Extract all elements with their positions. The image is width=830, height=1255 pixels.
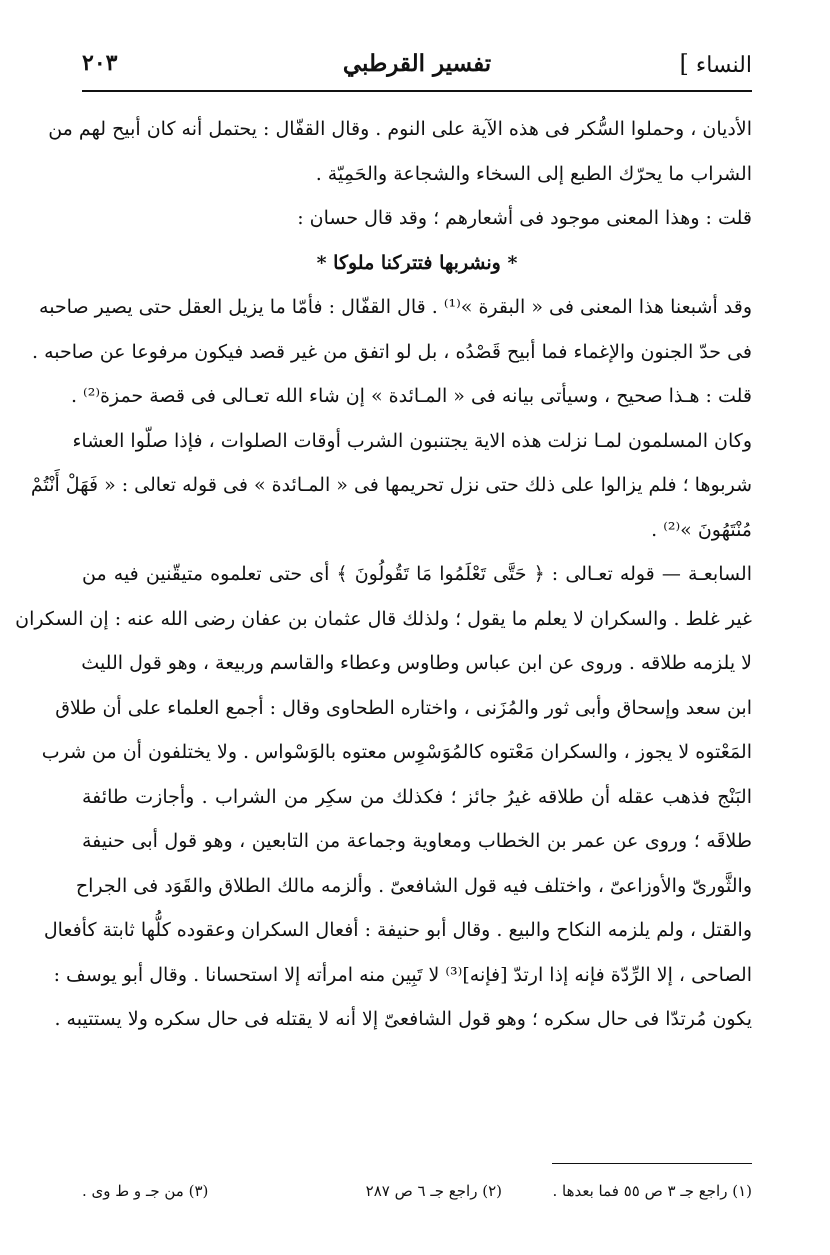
text-line: شربوها ؛ فلم يزالوا على ذلك حتى نزل تحريمها فى « المـائدة » فى قوله تعالى : « فَهَلْ أَنْتُمْ — [30, 474, 752, 496]
text-line: المَعْتوه لا يجوز ، والسكران مَعْتوه كالمُوَسْوِس معتوه بالوَسْواس . ولا يختلفون أن من شرب — [41, 741, 752, 763]
text-line: قلت : هـذا صحيح ، وسيأتى بيانه فى « المـائدة » إن شاء الله تعـالى فى قصة حمزة⁽²⁾ . — [70, 385, 752, 407]
section-title: النساء — [695, 53, 752, 78]
book-title: تفسير القرطبي — [342, 50, 492, 77]
text-line: الشراب ما يحرّك الطبع إلى السخاء والشجاعة والحَمِيّة . — [315, 162, 752, 185]
text-line: والقتل ، ولم يلزمه النكاح والبيع . وقال أبو حنيفة : أفعال السكران وعقوده كلُّها ثابتة كأفعال — [43, 919, 752, 941]
footnote-divider — [552, 1163, 752, 1164]
page-number: ٢٠٣ — [82, 50, 118, 76]
text-line: مُنْتَهُونَ »⁽²⁾ . — [651, 518, 752, 541]
main-text — [15, 112, 752, 1142]
text-line: الصاحى ، إلا الرِّدّة فإنه إذا ارتدّ [فإنه]⁽³⁾ لا تَبِين منه امرأته إلا استحسانا . وقال أبو يوسف : — [53, 963, 752, 986]
footnote-2: (٢) راجع جـ ٦ ص ٢٨٧ — [365, 1182, 502, 1200]
text-line: طلاقَه ؛ وروى عن عمر بن الخطاب ومعاوية وجماعة من التابعين ، وهو قول أبى حنيفة — [82, 830, 752, 852]
text-line: والثَّورىّ والأوزاعىّ ، واختلف فيه قول الشافعىّ . وألزمه مالك الطلاق والقَوَد فى الجراح — [75, 874, 752, 897]
text-line: الأديان ، وحملوا السُّكر فى هذه الآية على النوم . وقال القفّال : يحتمل أنه كان أبيح لهم من — [48, 118, 752, 140]
footnote-3: (٣) من جـ و ط وى . — [82, 1182, 209, 1200]
section-bracket: ] — [679, 50, 689, 78]
text-line: وقد أشبعنا هذا المعنى فى « البقرة »⁽¹⁾ . قال القفّال : فأمّا ما يزيل العقل حتى يصير صاحبه — [39, 296, 752, 318]
page-header — [82, 40, 752, 92]
text-line: السابعـة — قوله تعـالى : ﴿ حَتَّى تَعْلَمُوا مَا تَقُولُونَ ﴾ أى حتى تعلموه متيقّنين فيه من — [82, 563, 752, 585]
poem-verse: * ونشربها فتتركنا ملوكا * — [316, 251, 518, 274]
text-line: قلت : وهذا المعنى موجود فى أشعارهم ؛ وقد قال حسان : — [297, 207, 752, 229]
text-line: وكان المسلمون لمـا نزلت هذه الاية يجتنبون الشرب أوقات الصلوات ، فإذا صلّوا العشاء — [72, 429, 752, 452]
text-line: البَنْج فذهب عقله أن طلاقه غيرُ جائز ؛ فكذلك من سكِر من الشراب . وأجازت طائفة — [82, 785, 752, 808]
footnote-1: (١) راجع جـ ٣ ص ٥٥ فما بعدها . — [552, 1182, 752, 1200]
text-line: غير غلط . والسكران لا يعلم ما يقول ؛ ولذلك قال عثمان بن عفان رضى الله عنه : إن السكران — [15, 607, 752, 630]
text-line: ابن سعد وإسحاق وأبى ثور والمُزَنى ، واختاره الطحاوى وقال : أجمع العلماء على أن طلاق — [55, 696, 752, 719]
text-line: لا يلزمه طلاقه . وروى عن ابن عباس وطاوس وعطاء والقاسم وربيعة ، وهو قول الليث — [81, 652, 752, 674]
text-line: فى حدّ الجنون والإغماء فما أبيح قَصْدُه ، بل لو اتفق من غير قصد فيكون مرفوعا عن صاحبه . — [32, 340, 752, 363]
text-line: يكون مُرتدّا فى حال سكره ؛ وهو قول الشافعىّ إلا أنه لا يقتله فى حال سكره ولا يستتيبه . — [54, 1008, 752, 1030]
footnotes — [82, 1176, 752, 1206]
